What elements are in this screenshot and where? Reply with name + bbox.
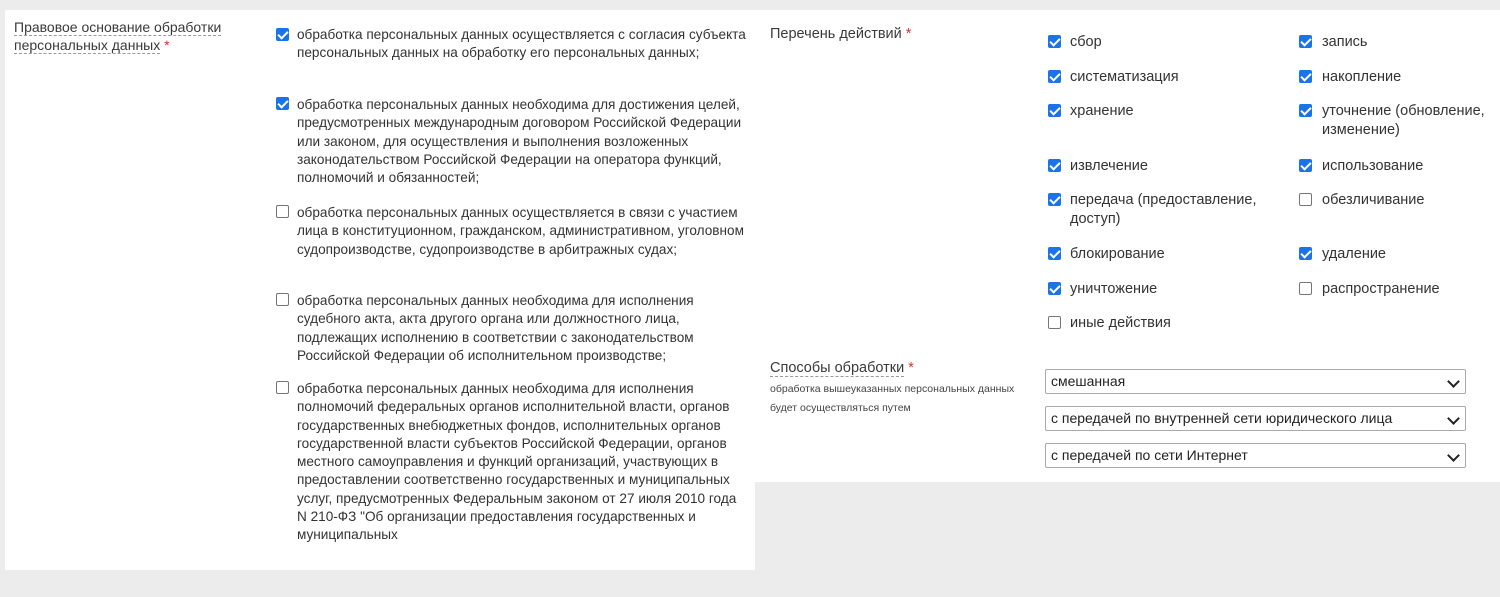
action-label-other: иные действия (1070, 315, 1171, 331)
basis-checkbox-4[interactable] (276, 293, 289, 306)
action-checkbox-storage[interactable] (1048, 104, 1061, 117)
action-label-destruction: уничтожение (1070, 281, 1158, 297)
basis-checkbox-5[interactable] (276, 381, 289, 394)
method-select-2-value: с передачей по внутренней сети юридического лица (1051, 410, 1393, 426)
basis-option-5-text: обработка персональных данных необходима для исполнения полномочий федеральных органов исполнительной власти, органов государственных внебюджетных фондов, исполнительных органов государственной власти субъектов Российской Федерации, органов местного самоуправления и функций организаций, участвующих в предоставлении соответственно государственных и муниципальных услуг, предусмотренных Федеральным законом от 27 июля 2010 года N 210-ФЗ "Об организации предоставления государственных и муниципальных (297, 381, 737, 543)
chevron-down-icon (1447, 412, 1460, 425)
action-checkbox-destruction[interactable] (1048, 282, 1061, 295)
method-select-1-value: смешанная (1051, 373, 1126, 389)
basis-option-2-text: обработка персональных данных необходима для достижения целей, предусмотренных международным договором Российской Федерации или законом, для осуществления и выполнения возложенных законодательством Российской Федерации на оператора функций, полномочий и обязанностей; (297, 97, 742, 186)
action-label-blocking: блокирование (1070, 246, 1165, 262)
action-checkbox-blocking[interactable] (1048, 247, 1061, 260)
action-checkbox-usage[interactable] (1299, 159, 1312, 172)
method-select-1[interactable] (1045, 369, 1466, 394)
methods-label: Способы обработки * (770, 360, 914, 376)
action-checkbox-clarification[interactable] (1299, 104, 1312, 117)
action-label-depersonalization: обезличивание (1322, 192, 1425, 208)
action-checkbox-accumulation[interactable] (1299, 70, 1312, 83)
action-label-recording: запись (1322, 34, 1368, 50)
legal-basis-label: Правовое основание обработки персональных данных * (14, 19, 222, 53)
chevron-down-icon (1447, 375, 1460, 388)
required-marker: * (908, 360, 914, 376)
basis-option-1-text: обработка персональных данных осуществляется с согласия субъекта персональных данных на обработку его персональных данных; (297, 27, 746, 61)
action-label-distribution: распространение (1322, 281, 1440, 297)
actions-label: Перечень действий * (770, 26, 912, 42)
action-checkbox-collection[interactable] (1048, 35, 1061, 48)
methods-hint: обработка вышеуказанных персональных данных будет осуществляться путем (770, 383, 1015, 414)
basis-option-4-text: обработка персональных данных необходима для исполнения судебного акта, акта другого органа или должностного лица, подлежащих исполнению в соответствии с законодательством Российской Федерации об исполнительном производстве; (297, 293, 694, 363)
basis-checkbox-3[interactable] (276, 205, 289, 218)
action-label-extraction: извлечение (1070, 158, 1148, 174)
action-checkbox-recording[interactable] (1299, 35, 1312, 48)
method-select-3-value: с передачей по сети Интернет (1051, 447, 1248, 463)
action-label-systematization: систематизация (1070, 69, 1179, 85)
action-checkbox-transfer[interactable] (1048, 193, 1061, 206)
action-label-collection: сбор (1070, 34, 1102, 50)
basis-option-3-text: обработка персональных данных осуществляется в связи с участием лица в конституционном, гражданском, административном, уголовном судопроизводстве, судопроизводстве в арбитражных судах; (297, 205, 744, 257)
action-checkbox-other[interactable] (1048, 316, 1061, 329)
basis-checkbox-1[interactable] (276, 28, 289, 41)
action-label-transfer: передача (предоставление, доступ) (1070, 192, 1257, 227)
required-marker: * (905, 26, 912, 42)
action-label-storage: хранение (1070, 103, 1134, 119)
action-checkbox-depersonalization[interactable] (1299, 193, 1312, 206)
action-checkbox-systematization[interactable] (1048, 70, 1061, 83)
action-checkbox-deletion[interactable] (1299, 247, 1312, 260)
chevron-down-icon (1447, 449, 1460, 462)
required-marker: * (164, 37, 170, 53)
basis-checkbox-2[interactable] (276, 97, 289, 110)
method-select-3[interactable] (1045, 443, 1466, 468)
action-checkbox-distribution[interactable] (1299, 282, 1312, 295)
action-label-clarification: уточнение (обновление, изменение) (1322, 103, 1485, 138)
method-select-2[interactable] (1045, 406, 1466, 431)
action-label-usage: использование (1322, 158, 1424, 174)
action-checkbox-extraction[interactable] (1048, 159, 1061, 172)
action-label-accumulation: накопление (1322, 69, 1402, 85)
action-label-deletion: удаление (1322, 246, 1386, 262)
